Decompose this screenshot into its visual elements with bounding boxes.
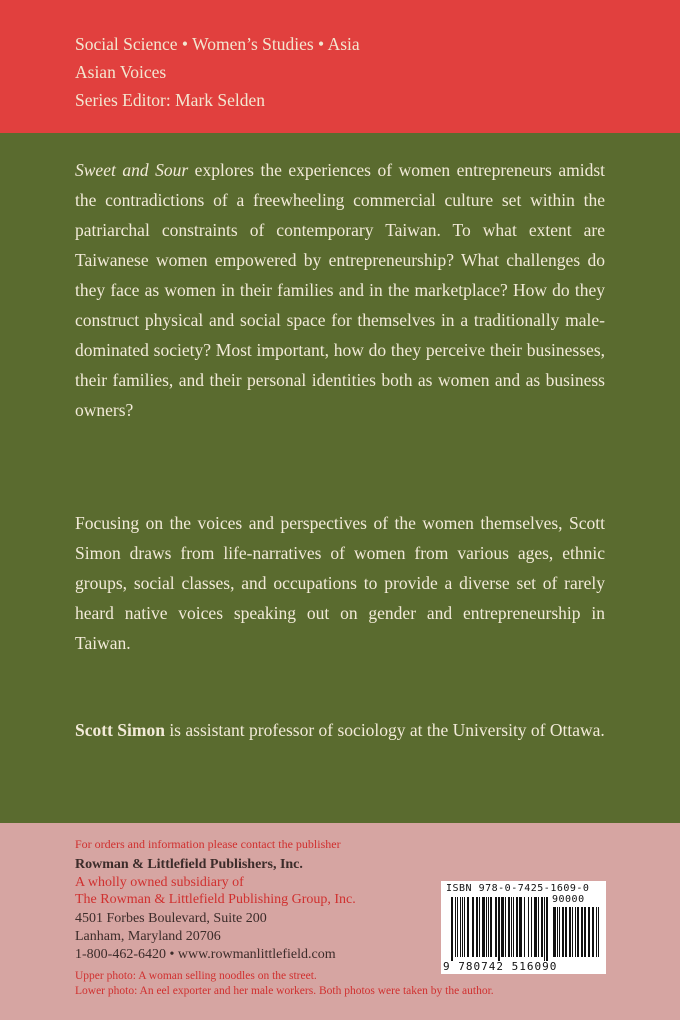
address-line-1: 4501 Forbes Boulevard, Suite 200 [75,911,267,926]
description-paragraph-1-text: explores the experiences of women entrepreneurs amidst the contradictions of a freewheeling commercial culture set within the patriarchal constraints of contemporary Taiwan. To what extent are Taiwanese women empowered by entrepreneurship? What challenges do they face as women in their families and in the marketplace? How do they construct physical and social space for themselves in a traditionally male-dominated society? Most important, how do they perceive their businesses, their families, and their personal identities both as women and as business owners? [75,160,606,420]
book-title-italic: Sweet and Sour [75,160,189,180]
series-name: Asian Voices [75,62,167,82]
subsidiary-line-2: The Rowman & Littlefield Publishing Group, Inc. [75,892,356,907]
description-panel [0,133,680,823]
phone-and-website: 1-800-462-6420 • www.rowmanlittlefield.com [75,947,336,962]
isbn-barcode [441,881,606,974]
author-bio-text: is assistant professor of sociology at the University of Ottawa. [164,720,605,740]
price-code: 90000 [552,894,585,905]
author-name: Scott Simon [75,720,165,740]
ean-digits: 9 780742 516090 [443,960,558,973]
lower-photo-credit: Lower photo: An eel exporter and her male workers. Both photos were taken by the author. [75,985,494,997]
category-header [0,0,680,133]
author-bio [75,715,605,745]
address-line-2: Lanham, Maryland 20706 [75,929,221,944]
publisher-name: Rowman & Littlefield Publishers, Inc. [75,857,303,872]
isbn-label: ISBN 978-0-7425-1609-0 [446,883,590,894]
description-paragraph-2: Focusing on the voices and perspectives of the women themselves, Scott Simon draws from life-narratives of women from various ages, ethnic groups, social classes, and occupations to provide a diverse set of rarely heard native voices speaking out on gender and entrepreneurship in Taiwan. [75,513,605,653]
description-paragraph-1 [75,155,605,425]
upper-photo-credit: Upper photo: A woman selling noodles on the street. [75,970,317,982]
series-editor: Series Editor: Mark Selden [75,90,266,110]
subsidiary-line-1: A wholly owned subsidiary of [75,875,244,890]
subject-categories: Social Science • Women’s Studies • Asia [75,34,360,54]
orders-contact-line: For orders and information please contact the publisher [75,837,341,851]
